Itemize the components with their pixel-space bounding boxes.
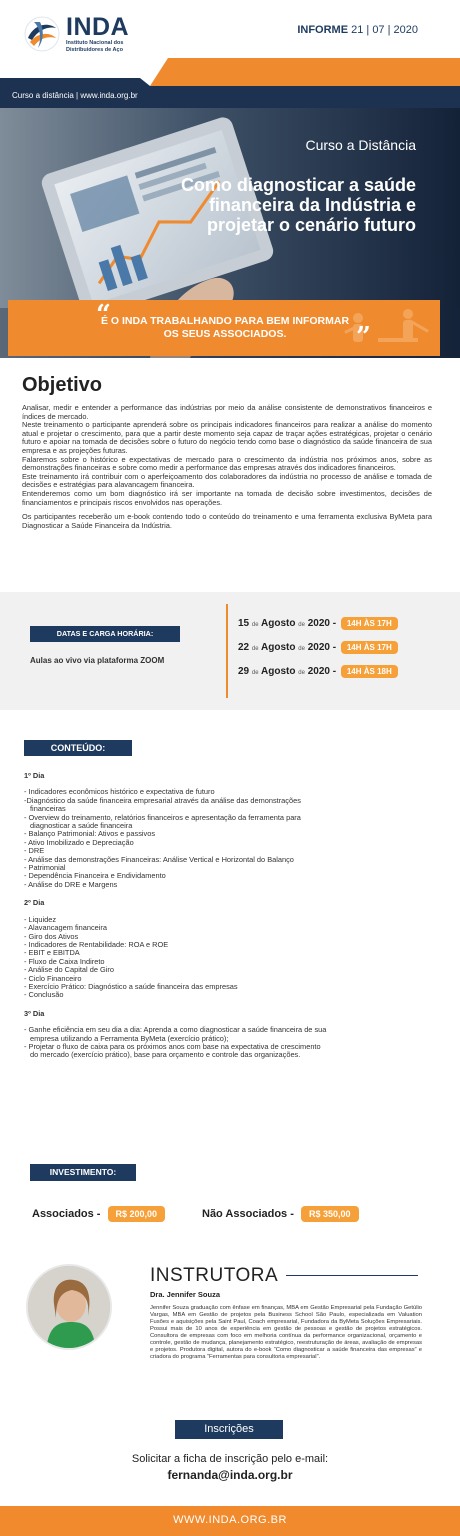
day-heading: 2º Dia xyxy=(24,898,45,908)
logo-sub-line1: Instituto Nacional dos xyxy=(66,40,124,46)
list-item: - Dependência Financeira e Endividamento xyxy=(24,871,166,881)
logo-text xyxy=(66,14,129,54)
objetivo-paragraph: Este treinamento irá contribuir com o aperfeiçoamento dos colaboradores da indústria no processo de análise e tomada de decisões e estratégias para alavancagem financeira. xyxy=(22,471,432,490)
nao-associados-price-badge: R$ 350,00 xyxy=(301,1206,359,1222)
day-heading: 3º Dia xyxy=(24,1008,45,1018)
hero-course-type: Curso a Distância xyxy=(305,137,416,153)
datas-divider xyxy=(226,604,228,698)
list-item: - Análise do DRE e Margens xyxy=(24,879,118,889)
datas-label: DATAS E CARGA HORÁRIA: xyxy=(30,626,180,642)
hero-title: Como diagnosticar a saúde financeira da Indústria e projetar o cenário futuro xyxy=(180,175,416,235)
informe-date xyxy=(297,24,418,36)
date-hours-badge: 14H ÀS 18H xyxy=(341,665,398,678)
list-item: - Alavancagem financeira xyxy=(24,923,107,933)
list-item: - Fluxo de Caixa Indireto xyxy=(24,956,105,966)
list-item: - Overview do treinamento, relatórios financeiros e apresentação da ferramenta para xyxy=(24,812,301,822)
instructor-avatar xyxy=(26,1264,112,1350)
date-month: Agosto xyxy=(261,618,296,629)
conteudo-label: CONTEÚDO: xyxy=(24,740,132,756)
logo-name: INDA xyxy=(66,13,130,41)
datas-subtitle: Aulas ao vivo via plataforma ZOOM xyxy=(30,656,165,665)
list-item: - Liquidez xyxy=(24,914,57,924)
instructor-photo-icon xyxy=(28,1266,112,1350)
date-de: de xyxy=(298,670,305,676)
date-row xyxy=(238,617,398,633)
list-item: - Análise do Capital de Giro xyxy=(24,965,114,975)
price-associados xyxy=(32,1206,165,1222)
day1-list xyxy=(24,788,414,889)
date-de: de xyxy=(251,622,259,628)
price-nao-associados xyxy=(202,1206,359,1222)
date-day: 29 xyxy=(238,666,250,677)
date-de: de xyxy=(298,622,305,628)
date-row xyxy=(238,665,398,681)
date-year: 2020 - xyxy=(307,618,337,629)
slogan-text: É O INDA TRABALHANDO PARA BEM INFORMAR OS SEUS ASSOCIADOS. xyxy=(100,315,350,340)
associados-label: Associados - xyxy=(32,1207,101,1220)
day2-list xyxy=(24,916,414,1000)
list-item: - EBIT e EBITDA xyxy=(24,948,80,958)
informe-label: INFORME xyxy=(297,24,349,36)
objetivo-paragraph: Os participantes receberão um e-book contendo todo o conteúdo do treinamento e uma ferramenta exclusiva ByMeta para Diagnosticar a Saúde Financeira da Indústria. xyxy=(22,512,432,530)
date-day: 22 xyxy=(238,642,250,653)
list-item: - Análise das demonstrações Financeiras: Análise Vertical e Horizontal do Balanço xyxy=(24,854,294,864)
inscricoes-text: Solicitar a ficha de inscrição pelo e-mail: xyxy=(131,1453,329,1465)
date-de: de xyxy=(298,646,305,652)
hero-top-tab xyxy=(0,58,460,86)
day3-list xyxy=(24,1026,414,1060)
inscricoes-email-link[interactable]: fernanda@inda.org.br xyxy=(167,1468,293,1482)
objetivo-paragraph: Entenderemos como um bom diagnóstico irá ser importante na tomada de decisão sobre investimentos, decisões de financiamentos e principais riscos envolvidos nas operações. xyxy=(22,488,432,507)
date-de: de xyxy=(251,670,259,676)
day-heading: 1º Dia xyxy=(24,771,45,780)
date-month: Agosto xyxy=(261,666,296,677)
objetivo-paragraph: Falaremos sobre o histórico e expectativas de mercado para o crescimento da indústria nos próximos anos, sobre as demonstrações financeiras e sobre como medir a performance das empresas através dos indicadores financeiros. xyxy=(22,454,432,473)
instrutora-name: Dra. Jennifer Souza xyxy=(150,1290,221,1299)
instrutora-divider xyxy=(286,1275,418,1276)
associados-price-badge: R$ 200,00 xyxy=(108,1206,166,1222)
list-item: - Exercício Prático: Diagnóstico a saúde financeira das empresas xyxy=(24,981,238,991)
date-row xyxy=(238,641,398,657)
logo-sub-line2: Distribuidores de Aço xyxy=(66,47,123,53)
list-item: - Projetar o fluxo de caixa para os próximos anos com base na expectativa de crescimento xyxy=(24,1041,321,1051)
date-hours-badge: 14H ÀS 17H xyxy=(341,641,398,654)
instrutora-bio: Jennifer Souza graduação com ênfase em finanças, MBA em Gestão Empresarial pela Fundação Getúlio Vargas, MBA em Gestão de projetos pela Business School São Paulo, especializada em Valuation Fusões e aquisições pela Saint Paul, Coach empresarial, Fundadora da ByMeta Soluções Empresariais. Possui mais de 10 anos de experiência em gestão de pessoas e gestão de projetos estratégicos. Consultora de empresas com foco em melhoria contínua da performance organizacional, orçamento e controle, gestão de mudança, planejamento estratégico, reestruturação de áreas, avaliação de empresas e projetos. Produtora digital, autora do e-book “Como diagnosticar a saúde financeira das empresas” e criadora do programa “Ferramentas para consultoria empresarial”. xyxy=(150,1305,422,1360)
list-item: -Diagnóstico da saúde financeira empresarial através da análise das demonstrações xyxy=(24,795,301,805)
informe-date-value: 21 | 07 | 2020 xyxy=(351,24,418,36)
inda-logo-icon xyxy=(22,14,62,54)
list-item: - Patrimonial xyxy=(24,863,66,873)
conteudo-body xyxy=(24,772,414,1070)
list-item: - Indicadores de Rentabilidade: ROA e ROE xyxy=(24,939,169,949)
instrutora-title: INSTRUTORA xyxy=(150,1265,279,1286)
objetivo-body xyxy=(22,404,432,530)
list-item: - Giro dos Ativos xyxy=(24,931,79,941)
list-item: - DRE xyxy=(24,846,45,856)
date-de: de xyxy=(251,646,259,652)
quote-close-icon: ” xyxy=(356,322,371,352)
list-item: financeiras xyxy=(30,804,66,814)
date-year: 2020 - xyxy=(307,642,337,653)
list-item: - Conclusão xyxy=(24,990,64,1000)
date-year: 2020 - xyxy=(307,666,337,677)
inscricoes-button[interactable]: Inscrições xyxy=(175,1420,283,1439)
objetivo-paragraph: Analisar, medir e entender a performance das indústrias por meio da análise consistente de demonstrativos financeiros e índices de mercado. xyxy=(22,403,432,421)
quote-open-icon: “ xyxy=(96,300,111,330)
date-day: 15 xyxy=(238,618,250,629)
objetivo-paragraph: Neste treinamento o participante aprenderá sobre os principais indicadores financeiros para realizar a análise do momento atual e projetar o crescimento, para que a partir deste momento seja capaz de traçar ações estratégicas, projetar o cenário futuro e apoiar na tomada de decisões sobre o futuro do negócio tendo como base o diagnóstico da saúde financeira de sua empresa e as projeções futuras. xyxy=(22,420,432,455)
footer-website-link[interactable]: WWW.INDA.ORG.BR xyxy=(173,1514,287,1526)
list-item: - Ganhe eficiência em seu dia a dia: Aprenda a como diagnosticar a saúde financeira de sua xyxy=(24,1025,327,1035)
header xyxy=(0,0,460,60)
list-item: - Ciclo Financeiro xyxy=(24,973,82,983)
date-month: Agosto xyxy=(261,642,296,653)
nao-associados-label: Não Associados - xyxy=(202,1207,294,1220)
hero-strip-text: Curso a distância | www.inda.org.br xyxy=(12,91,138,100)
list-item: empresa utilizando a Ferramenta ByMeta (exercício prático); xyxy=(30,1033,229,1043)
date-hours-badge: 14H ÀS 17H xyxy=(341,617,398,630)
workers-silhouette-icon xyxy=(338,304,434,354)
investimento-label: INVESTIMENTO: xyxy=(30,1164,136,1181)
list-item: - Balanço Patrimonial: Ativos e passivos xyxy=(24,829,156,839)
list-item: - Ativo Imobilizado e Depreciação xyxy=(24,837,134,847)
objetivo-title: Objetivo xyxy=(22,374,103,396)
list-item: do mercado (exercício prático), base para orçamento e controle das organizações. xyxy=(30,1050,301,1060)
list-item: - Indicadores econômicos histórico e expectativa de futuro xyxy=(24,787,215,797)
list-item: diagnosticar a saúde financeira xyxy=(30,821,133,831)
